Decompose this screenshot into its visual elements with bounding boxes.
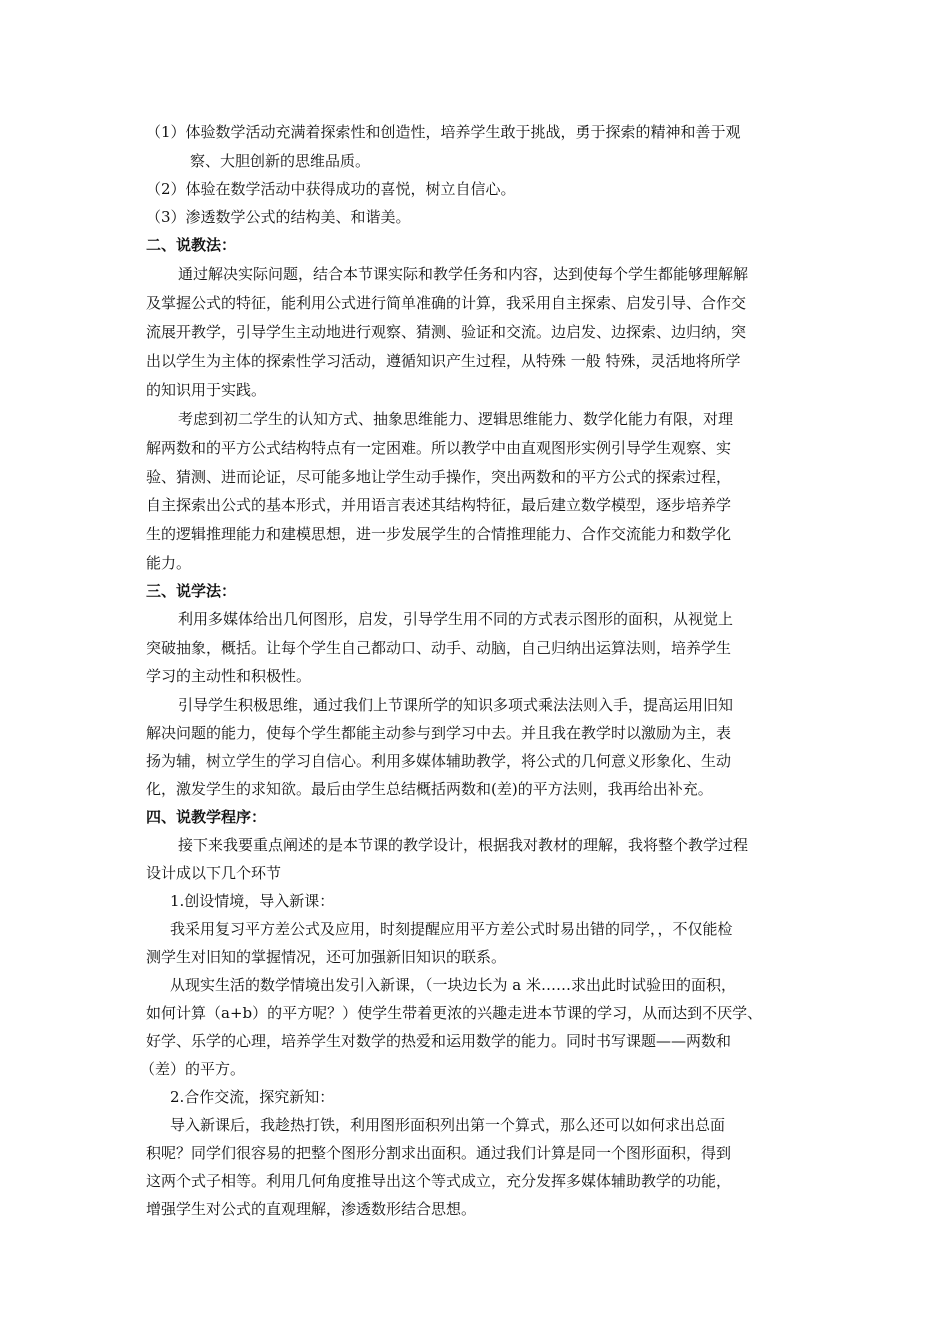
paragraph-line: 验、猜测、进而论证，尽可能多地让学生动手操作，突出两数和的平方公式的探索过程， bbox=[146, 468, 732, 486]
goal-item-3: （3）渗透数学公式的结构美、和谐美。 bbox=[146, 208, 411, 226]
paragraph-line: 利用多媒体给出几何图形，启发，引导学生用不同的方式表示图形的面积，从视觉上 bbox=[178, 610, 734, 628]
paragraph-line: 及掌握公式的特征，能利用公式进行简单准确的计算，我采用自主探索、启发引导、合作交 bbox=[146, 294, 747, 312]
section-heading-teaching-method: 二、说教法： bbox=[146, 236, 237, 254]
paragraph-line: 好学、乐学的心理，培养学生对数学的热爱和运用数学的能力。同时书写课题——两数和 bbox=[146, 1032, 732, 1050]
paragraph-line: 通过解决实际问题，结合本节课实际和教学任务和内容，达到使每个学生都能够理解解 bbox=[178, 265, 749, 283]
paragraph-line: 增强学生对公式的直观理解，渗透数形结合思想。 bbox=[146, 1200, 477, 1218]
paragraph-line: 引导学生积极思维，通过我们上节课所学的知识多项式乘法法则入手，提高运用旧知 bbox=[178, 696, 734, 714]
paragraph-line: 从现实生活的数学情境出发引入新课，（一块边长为 a 米……求出此时试验田的面积， bbox=[170, 976, 736, 994]
paragraph-line: 考虑到初二学生的认知方式、抽象思维能力、逻辑思维能力、数学化能力有限，对理 bbox=[178, 410, 734, 428]
paragraph-line: 我采用复习平方差公式及应用，时刻提醒应用平方差公式时易出错的同学，，不仅能检 bbox=[170, 920, 733, 938]
paragraph-line: 能力。 bbox=[146, 554, 192, 572]
paragraph-line: 导入新课后，我趁热打铁，利用图形面积列出第一个算式，那么还可以如何求出总面 bbox=[170, 1116, 726, 1134]
paragraph-line: 化，激发学生的求知欲。最后由学生总结概括两数和(差)的平方法则，我再给出补充。 bbox=[146, 780, 713, 798]
section-heading-teaching-procedure: 四、说教学程序： bbox=[146, 808, 267, 826]
paragraph-line: 学习的主动性和积极性。 bbox=[146, 667, 312, 685]
paragraph-line: 如何计算（a+b）的平方呢？）使学生带着更浓的兴趣走进本节课的学习，从而达到不厌学、 bbox=[146, 1004, 763, 1022]
goal-item-1: （1）体验数学活动充满着探索性和创造性，培养学生敢于挑战，勇于探索的精神和善于观 bbox=[146, 123, 741, 141]
paragraph-line: 测学生对旧知的掌握情况，还可加强新旧知识的联系。 bbox=[146, 948, 507, 966]
paragraph-line: 自主探索出公式的基本形式，并用语言表述其结构特征，最后建立数学模型，逐步培养学 bbox=[146, 496, 732, 514]
goal-item-1-cont: 察、大胆创新的思维品质。 bbox=[190, 152, 371, 170]
paragraph-line: （差）的平方。 bbox=[140, 1060, 246, 1078]
section-heading-learning-method: 三、说学法： bbox=[146, 582, 237, 600]
paragraph-line: 生的逻辑推理能力和建模思想，进一步发展学生的合情推理能力、合作交流能力和数学化 bbox=[146, 525, 732, 543]
goal-item-2: （2）体验在数学活动中获得成功的喜悦，树立自信心。 bbox=[146, 180, 516, 198]
paragraph-line: 积呢？同学们很容易的把整个图形分割求出面积。通过我们计算是同一个图形面积，得到 bbox=[146, 1144, 732, 1162]
paragraph-line: 流展开教学，引导学生主动地进行观察、猜测、验证和交流。边启发、边探索、边归纳，突 bbox=[146, 323, 747, 341]
paragraph-line: 设计成以下几个环节 bbox=[146, 864, 282, 882]
paragraph-line: 解两数和的平方公式结构特点有一定困难。所以教学中由直观图形实例引导学生观察、实 bbox=[146, 439, 732, 457]
paragraph-line: 的知识用于实践。 bbox=[146, 381, 267, 399]
paragraph-line: 这两个式子相等。利用几何角度推导出这个等式成立，充分发挥多媒体辅助教学的功能， bbox=[146, 1172, 732, 1190]
paragraph-line: 突破抽象，概括。让每个学生自己都动口、动手、动脑，自己归纳出运算法则，培养学生 bbox=[146, 639, 732, 657]
paragraph-line: 接下来我要重点阐述的是本节课的教学设计，根据我对教材的理解，我将整个教学过程 bbox=[178, 836, 749, 854]
paragraph-line: 出以学生为主体的探索性学习活动，遵循知识产生过程，从特殊 一般 特殊，灵活地将所学 bbox=[146, 352, 741, 370]
subsection-heading-2: 2.合作交流，探究新知： bbox=[170, 1088, 335, 1106]
paragraph-line: 解决问题的能力，使每个学生都能主动参与到学习中去。并且我在教学时以激励为主，表 bbox=[146, 724, 732, 742]
subsection-heading-1: 1.创设情境，导入新课： bbox=[170, 892, 335, 910]
paragraph-line: 扬为辅，树立学生的学习自信心。利用多媒体辅助教学，将公式的几何意义形象化、生动 bbox=[146, 752, 732, 770]
